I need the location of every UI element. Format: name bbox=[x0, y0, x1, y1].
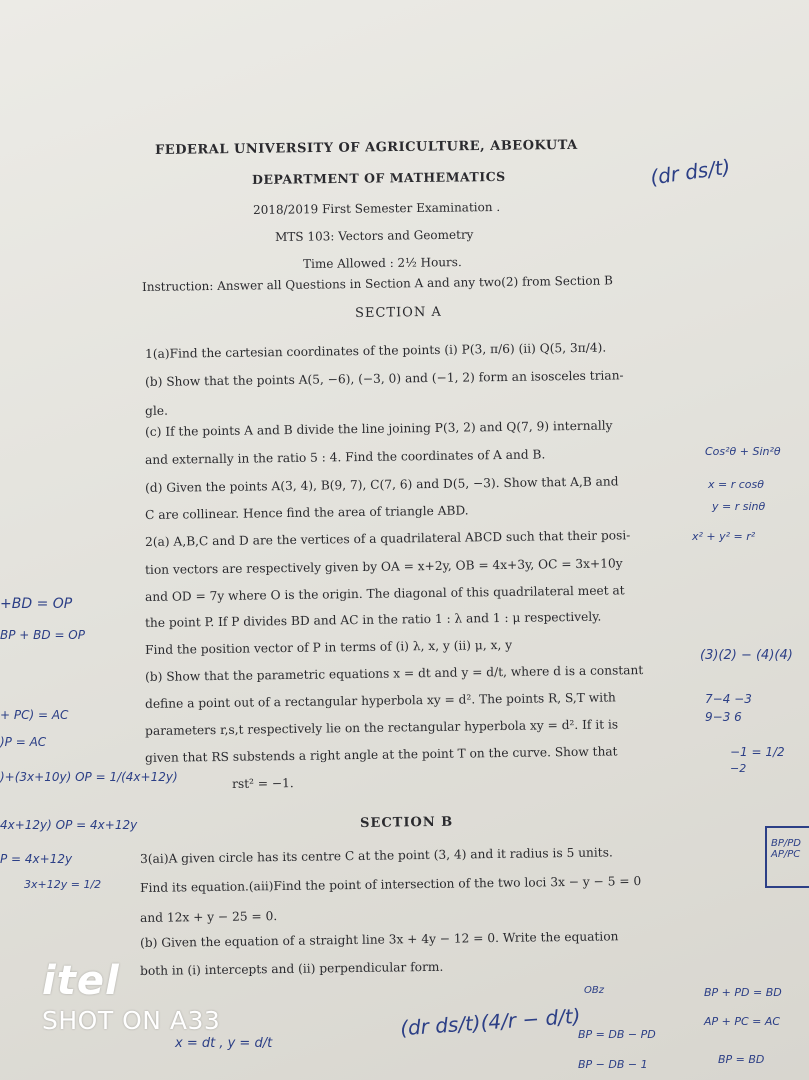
handwritten-note: BP/PD AP/PC bbox=[771, 838, 801, 860]
question-line: tion vectors are respectively given by OA = x+2y, OB = 4x+3y, OC = 3x+10y bbox=[145, 556, 623, 577]
handwritten-note: x = r cosθ bbox=[708, 478, 764, 491]
question-line: both in (i) intercepts and (ii) perpendicular form. bbox=[140, 959, 444, 978]
handwritten-note: BP = DB − PD bbox=[578, 1028, 656, 1041]
question-line: rst² = −1. bbox=[232, 776, 294, 791]
handwritten-note: )+(3x+10y) OP = 1/(4x+12y) bbox=[0, 770, 178, 784]
handwritten-note: (3)(2) − (4)(4) bbox=[700, 648, 793, 663]
exam-session: 2018/2019 First Semester Examination . bbox=[253, 199, 501, 217]
handwritten-note: AP + PC = AC bbox=[704, 1015, 781, 1028]
handwritten-note: +BD = OP bbox=[0, 596, 73, 612]
handwritten-note: y = r sinθ bbox=[712, 500, 766, 513]
question-line: 3(ai)A given circle has its centre C at the point (3, 4) and it radius is 5 units. bbox=[140, 845, 613, 866]
question-line: and OD = 7y where O is the origin. The diagonal of this quadrilateral meet at bbox=[145, 583, 625, 604]
handwritten-note: BP = BD bbox=[718, 1053, 765, 1066]
university-title: FEDERAL UNIVERSITY OF AGRICULTURE, ABEOKUTA bbox=[155, 137, 578, 158]
handwritten-note: 3x+12y = 1/2 bbox=[24, 878, 102, 891]
question-line: given that RS substends a right angle at the point T on the curve. Show that bbox=[145, 744, 618, 765]
question-line: parameters r,s,t respectively lie on the rectangular hyperbola xy = d². If it is bbox=[145, 717, 619, 738]
section-b-title: SECTION B bbox=[360, 814, 454, 831]
question-line: Find the position vector of P in terms of (i) λ, x, y (ii) μ, x, y bbox=[145, 637, 513, 657]
time-allowed: Time Allowed : 2½ Hours. bbox=[303, 255, 462, 271]
department-title: DEPARTMENT OF MATHEMATICS bbox=[252, 168, 506, 187]
handwritten-box bbox=[765, 826, 809, 888]
question-line: the point P. If P divides BD and AC in the ratio 1 : λ and 1 : μ respectively. bbox=[145, 609, 602, 630]
handwritten-note: x² + y² = r² bbox=[692, 530, 756, 543]
handwritten-note: 4x+12y) OP = 4x+12y bbox=[0, 818, 138, 832]
question-line: (b) Given the equation of a straight line 3x + 4y − 12 = 0. Write the equation bbox=[140, 929, 619, 950]
question-line: Find its equation.(aii)Find the point of intersection of the two loci 3x − y − 5 = 0 bbox=[140, 874, 642, 895]
handwritten-note: −1 = 1/2 bbox=[730, 745, 785, 759]
question-line: gle. bbox=[145, 403, 168, 418]
handwritten-note: )P = AC bbox=[0, 735, 47, 749]
handwritten-note: 9−3 6 bbox=[705, 710, 742, 724]
question-line: define a point out of a rectangular hyperbola xy = d². The points R, S,T with bbox=[145, 690, 616, 711]
handwritten-note: BP − DB − 1 bbox=[578, 1058, 648, 1071]
question-line: (b) Show that the points A(5, −6), (−3, 0) and (−1, 2) form an isosceles trian- bbox=[145, 368, 624, 389]
handwritten-note: (dr ds/t) bbox=[648, 154, 732, 190]
question-line: C are collinear. Hence find the area of triangle ABD. bbox=[145, 503, 469, 522]
course-title: MTS 103: Vectors and Geometry bbox=[275, 227, 474, 244]
handwritten-note: OBz bbox=[584, 985, 604, 996]
question-line: 2(a) A,B,C and D are the vertices of a quadrilateral ABCD such that their posi- bbox=[145, 528, 631, 549]
question-line: and 12x + y − 25 = 0. bbox=[140, 909, 278, 925]
handwritten-note: 7−4 −3 bbox=[705, 692, 752, 706]
section-a-title: SECTION A bbox=[355, 304, 442, 321]
question-line: 1(a)Find the cartesian coordinates of the points (i) P(3, π/6) (ii) Q(5, 3π/4). bbox=[145, 340, 607, 361]
handwritten-note: P = 4x+12y bbox=[0, 852, 73, 866]
handwritten-note: BP + PD = BD bbox=[704, 986, 782, 999]
handwritten-note: + PC) = AC bbox=[0, 708, 69, 722]
handwritten-note: Cos²θ + Sin²θ bbox=[705, 445, 781, 458]
instruction: Instruction: Answer all Questions in Section A and any two(2) from Section B bbox=[142, 273, 613, 294]
handwritten-note: −2 bbox=[730, 762, 747, 775]
camera-caption-watermark: SHOT ON A33 bbox=[42, 1006, 221, 1035]
handwritten-note: (dr ds/t)(4/r − d/t) bbox=[399, 1003, 582, 1041]
handwritten-note: BP + BD = OP bbox=[0, 628, 85, 642]
question-line: (b) Show that the parametric equations x = dt and y = d/t, where d is a constant bbox=[145, 663, 644, 684]
question-line: and externally in the ratio 5 : 4. Find the coordinates of A and B. bbox=[145, 447, 546, 467]
camera-brand-watermark: itel bbox=[42, 958, 120, 1004]
handwritten-note: x = dt , y = d/t bbox=[175, 1036, 273, 1051]
question-line: (d) Given the points A(3, 4), B(9, 7), C(7, 6) and D(5, −3). Show that A,B and bbox=[145, 474, 619, 495]
question-line: (c) If the points A and B divide the line joining P(3, 2) and Q(7, 9) internally bbox=[145, 418, 613, 439]
